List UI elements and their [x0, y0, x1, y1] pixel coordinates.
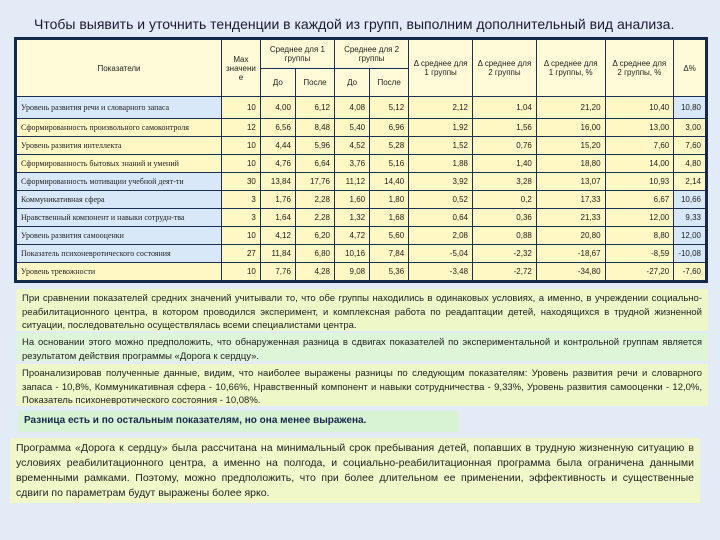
header-delta2-pct: Δ среднее для 2 группы, % — [605, 39, 674, 97]
table-cell: 30 — [222, 173, 261, 191]
header-delta1-pct: Δ среднее для 1 группы, % — [536, 39, 605, 97]
table-cell: 8,80 — [605, 227, 674, 245]
table-cell: 11,12 — [335, 173, 370, 191]
header-group1: Среднее для 1 группы — [260, 39, 334, 69]
paragraph-program: Программа «Дорога к сердцу» была рассчитана на минимальный срок пребывания детей, попавших в трудную жизненную ситуацию в условиях реабилитационного центра, а именно на полгода, и социально-реабилитационная программа была ограничена данными временными рамками. Поэтому, можно предположить, что при более длительном ее применении, эффективность и существенные сдвиги по параметрам будут выражены более ярко. — [10, 438, 700, 503]
table-row — [16, 97, 707, 119]
table-cell: 10 — [222, 137, 261, 155]
row-label: Нравственный компонент и навыки сотрудн-тва — [16, 209, 222, 227]
table-row — [16, 227, 707, 245]
results-table — [14, 37, 708, 283]
table-row — [16, 209, 707, 227]
paragraph-analysis: Проанализировав полученные данные, видим, что наиболее выражены разницы по следующим показателям: Уровень развития речи и словарного запаса - 10,8%, Коммуникативная сфера - 10,66%, Нравственный компонент и навыки сотрудничества - 9,33%, Уровень развития самооценки - 12,0%, Показатель психоневротического состояния - 10,08%. — [16, 364, 708, 406]
header-g2-before: До — [335, 69, 370, 97]
table-cell: 10,66 — [674, 191, 707, 209]
table-cell: 10 — [222, 97, 261, 119]
header-delta-pct: Δ% — [674, 39, 707, 97]
table-cell: 21,33 — [536, 209, 605, 227]
paragraph-remark: Разница есть и по остальным показателям, но она менее выражена. — [18, 411, 458, 432]
table-cell: 11,84 — [260, 245, 295, 263]
header-indicator: Показатели — [16, 39, 222, 97]
table-cell: -2,32 — [473, 245, 537, 263]
table-cell: 10 — [222, 227, 261, 245]
table-cell: 15,20 — [536, 137, 605, 155]
table-cell: 0,76 — [473, 137, 537, 155]
table-cell: 1,92 — [409, 119, 473, 137]
table-cell: 12,00 — [674, 227, 707, 245]
table-cell: 5,96 — [295, 137, 334, 155]
table-cell: 5,12 — [370, 97, 409, 119]
table-cell: 10,93 — [605, 173, 674, 191]
row-label: Сформированность произвольного самоконтроля — [16, 119, 222, 137]
table-cell: 1,80 — [370, 191, 409, 209]
table-cell: 5,40 — [335, 119, 370, 137]
table-cell: 4,44 — [260, 137, 295, 155]
table-cell: 9,33 — [674, 209, 707, 227]
table-cell: 1,40 — [473, 155, 537, 173]
paragraph-assumption: На основании этого можно предположить, что обнаруженная разница в сдвигах показателей по экспериментальной и контрольной группам является результатом действия программы «Дорога к сердцу». — [16, 333, 708, 361]
table-cell: 4,00 — [260, 97, 295, 119]
table-cell: 3,28 — [473, 173, 537, 191]
table-cell: -7,60 — [674, 263, 707, 282]
table-cell: -27,20 — [605, 263, 674, 282]
row-label: Показатель психоневротического состояния — [16, 245, 222, 263]
slide-title: Чтобы выявить и уточнить тенденции в каждой из групп, выполним дополнительный вид анализа. — [34, 16, 675, 32]
table-cell: 4,28 — [295, 263, 334, 282]
table-cell: 3 — [222, 209, 261, 227]
table-cell: 5,60 — [370, 227, 409, 245]
table-cell: 5,16 — [370, 155, 409, 173]
table-cell: 0,2 — [473, 191, 537, 209]
table-cell: -3,48 — [409, 263, 473, 282]
table-cell: 9,08 — [335, 263, 370, 282]
table-cell: -34,80 — [536, 263, 605, 282]
table-cell: -8,59 — [605, 245, 674, 263]
header-g2-after: После — [370, 69, 409, 97]
paragraph-conditions: При сравнении показателей средних значений учитывали то, что обе группы находились в одинаковых условиях, а именно, в учреждении социально-реабилитационного центра, в котором проводился эксперимент, и комплексная работа по реадаптации детей, находящихся в трудной жизненной ситуации, последовательно осуществлялась всеми специалистами центра. — [16, 289, 708, 331]
table-cell: 3,92 — [409, 173, 473, 191]
table-row — [16, 191, 707, 209]
table-row — [16, 137, 707, 155]
table-cell: 13,07 — [536, 173, 605, 191]
table-cell: 2,12 — [409, 97, 473, 119]
table-cell: 2,14 — [674, 173, 707, 191]
table-cell: 10 — [222, 155, 261, 173]
table-cell: 2,28 — [295, 209, 334, 227]
table-cell: 6,12 — [295, 97, 334, 119]
table-cell: 12,00 — [605, 209, 674, 227]
table-cell: 3 — [222, 191, 261, 209]
table-cell: 7,76 — [260, 263, 295, 282]
row-label: Сформированность бытовых знаний и умений — [16, 155, 222, 173]
table-cell: 6,67 — [605, 191, 674, 209]
table-cell: 27 — [222, 245, 261, 263]
table-cell: 4,72 — [335, 227, 370, 245]
row-label: Уровень развития интеллекта — [16, 137, 222, 155]
table-cell: 13,00 — [605, 119, 674, 137]
row-label: Уровень развития речи и словарного запаса — [16, 97, 222, 119]
table-cell: 1,60 — [335, 191, 370, 209]
table-cell: 5,36 — [370, 263, 409, 282]
table-cell: 4,76 — [260, 155, 295, 173]
table-cell: 13,84 — [260, 173, 295, 191]
table-cell: 4,80 — [674, 155, 707, 173]
table-cell: 1,76 — [260, 191, 295, 209]
header-group2: Среднее для 2 группы — [335, 39, 409, 69]
table-cell: 3,00 — [674, 119, 707, 137]
table-cell: 6,20 — [295, 227, 334, 245]
table-cell: 7,84 — [370, 245, 409, 263]
header-delta1: Δ среднее для 1 группы — [409, 39, 473, 97]
table-cell: 0,36 — [473, 209, 537, 227]
table-cell: 1,56 — [473, 119, 537, 137]
table-row — [16, 245, 707, 263]
table-cell: 10,80 — [674, 97, 707, 119]
table-cell: 10,40 — [605, 97, 674, 119]
row-label: Сформированность мотивации учебной деят-ти — [16, 173, 222, 191]
header-g1-after: После — [295, 69, 334, 97]
table-cell: 6,56 — [260, 119, 295, 137]
table-cell: 1,04 — [473, 97, 537, 119]
table-cell: 20,80 — [536, 227, 605, 245]
table-cell: 1,88 — [409, 155, 473, 173]
table-cell: 1,52 — [409, 137, 473, 155]
table-cell: 0,88 — [473, 227, 537, 245]
header-delta2: Δ среднее для 2 группы — [473, 39, 537, 97]
table-cell: 12 — [222, 119, 261, 137]
table-cell: 3,76 — [335, 155, 370, 173]
table-cell: 14,00 — [605, 155, 674, 173]
table-cell: 8,48 — [295, 119, 334, 137]
table-cell: 0,64 — [409, 209, 473, 227]
table-cell: -2,72 — [473, 263, 537, 282]
table-row — [16, 155, 707, 173]
table-row — [16, 263, 707, 282]
table-cell: 6,64 — [295, 155, 334, 173]
row-label: Уровень развития самооценки — [16, 227, 222, 245]
table-cell: -5,04 — [409, 245, 473, 263]
table-cell: 0,52 — [409, 191, 473, 209]
row-label: Коммуникативная сфера — [16, 191, 222, 209]
row-label: Уровень тревожности — [16, 263, 222, 282]
header-g1-before: До — [260, 69, 295, 97]
table-cell: 6,80 — [295, 245, 334, 263]
table-cell: 16,00 — [536, 119, 605, 137]
table-cell: 7,60 — [605, 137, 674, 155]
table-cell: 17,76 — [295, 173, 334, 191]
table-cell: -10,08 — [674, 245, 707, 263]
table-cell: 2,08 — [409, 227, 473, 245]
header-max: Max значени е — [222, 39, 261, 97]
table-cell: 10 — [222, 263, 261, 282]
table-cell: 4,12 — [260, 227, 295, 245]
table-cell: 1,68 — [370, 209, 409, 227]
table-cell: 18,80 — [536, 155, 605, 173]
table-cell: 7,60 — [674, 137, 707, 155]
table-cell: 1,64 — [260, 209, 295, 227]
table-cell: 5,28 — [370, 137, 409, 155]
table-row — [16, 173, 707, 191]
table-cell: 21,20 — [536, 97, 605, 119]
table-cell: 1,32 — [335, 209, 370, 227]
table-cell: 10,16 — [335, 245, 370, 263]
table-cell: 14,40 — [370, 173, 409, 191]
table-cell: -18,67 — [536, 245, 605, 263]
table-cell: 2,28 — [295, 191, 334, 209]
table-cell: 4,52 — [335, 137, 370, 155]
table-row — [16, 119, 707, 137]
table-cell: 4,08 — [335, 97, 370, 119]
table-cell: 17,33 — [536, 191, 605, 209]
table-cell: 6,96 — [370, 119, 409, 137]
